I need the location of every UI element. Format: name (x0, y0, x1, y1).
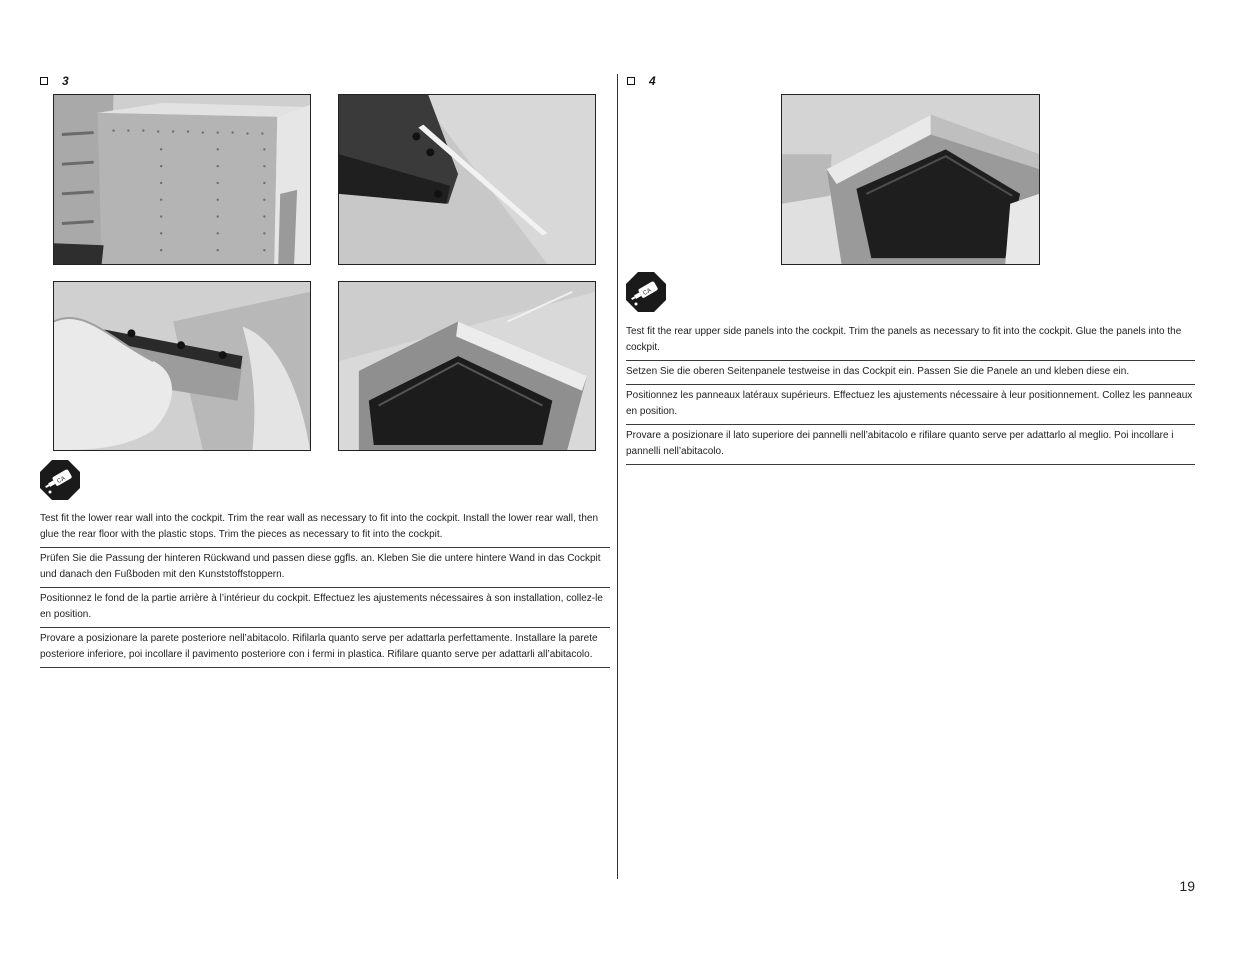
checkbox-icon[interactable] (40, 77, 48, 85)
photo-cockpit-rear-floor (338, 281, 596, 451)
step-number: 4 (649, 74, 656, 88)
photo-rear-floor-stops (338, 94, 596, 265)
photo-side-panels-installed (781, 94, 1040, 265)
checkbox-icon[interactable] (627, 77, 635, 85)
step-3-instructions (40, 508, 610, 668)
instruction-english: Test fit the lower rear wall into the cockpit. Trim the rear wall as necessary to fit into the cockpit. Install the lower rear wall, then glue the rear floor with the plastic stops. Trim the pieces as necessary to fit into the cockpit. (40, 508, 610, 548)
column-divider (617, 74, 618, 879)
instruction-german: Prüfen Sie die Passung der hinteren Rückwand und passen diese ggfls. an. Kleben Sie die untere hintere Wand in das Cockpit und danach den Fußboden mit den Kunststoffstoppern. (40, 548, 610, 588)
page-number: 19 (1179, 878, 1195, 894)
svg-text:CA: CA (642, 287, 653, 297)
svg-text:CA: CA (56, 475, 67, 485)
instruction-italian: Provare a posizionare il lato superiore dei pannelli nell’abitacolo e rifilare quanto serve per adattarlo al meglio. Poi incollare i pannelli nell’abitacolo. (626, 425, 1195, 465)
step-4-instructions (626, 321, 1195, 465)
instruction-english: Test fit the rear upper side panels into the cockpit. Trim the panels as necessary to fit into the cockpit. Glue the panels into the cockpit. (626, 321, 1195, 361)
ca-glue-bottle-icon (40, 460, 80, 500)
instruction-french: Positionnez le fond de la partie arrière à l’intérieur du cockpit. Effectuez les ajustements nécessaires à son installation, collez-le en position. (40, 588, 610, 628)
instruction-german: Setzen Sie die oberen Seitenpanele testweise in das Cockpit ein. Passen Sie die Panele an und kleben diese ein. (626, 361, 1195, 385)
instruction-french: Positionnez les panneaux latéraux supérieurs. Effectuez les ajustements nécessaire à leur positionnement. Collez les panneaux en position. (626, 385, 1195, 425)
step-3-header (40, 74, 69, 88)
instruction-italian: Provare a posizionare la parete posteriore nell’abitacolo. Rifilarla quanto serve per adattarla perfettamente. Installare la parete posteriore inferiore, poi incollare il pavimento posteriore con i fermi in plastica. Rifilare quanto serve per adattarli all’abitacolo. (40, 628, 610, 668)
photo-glue-rear-floor (53, 281, 311, 451)
photo-rear-wall-riveted (53, 94, 311, 265)
step-number: 3 (62, 74, 69, 88)
step-4-header (627, 74, 656, 88)
ca-glue-bottle-icon (626, 272, 666, 312)
